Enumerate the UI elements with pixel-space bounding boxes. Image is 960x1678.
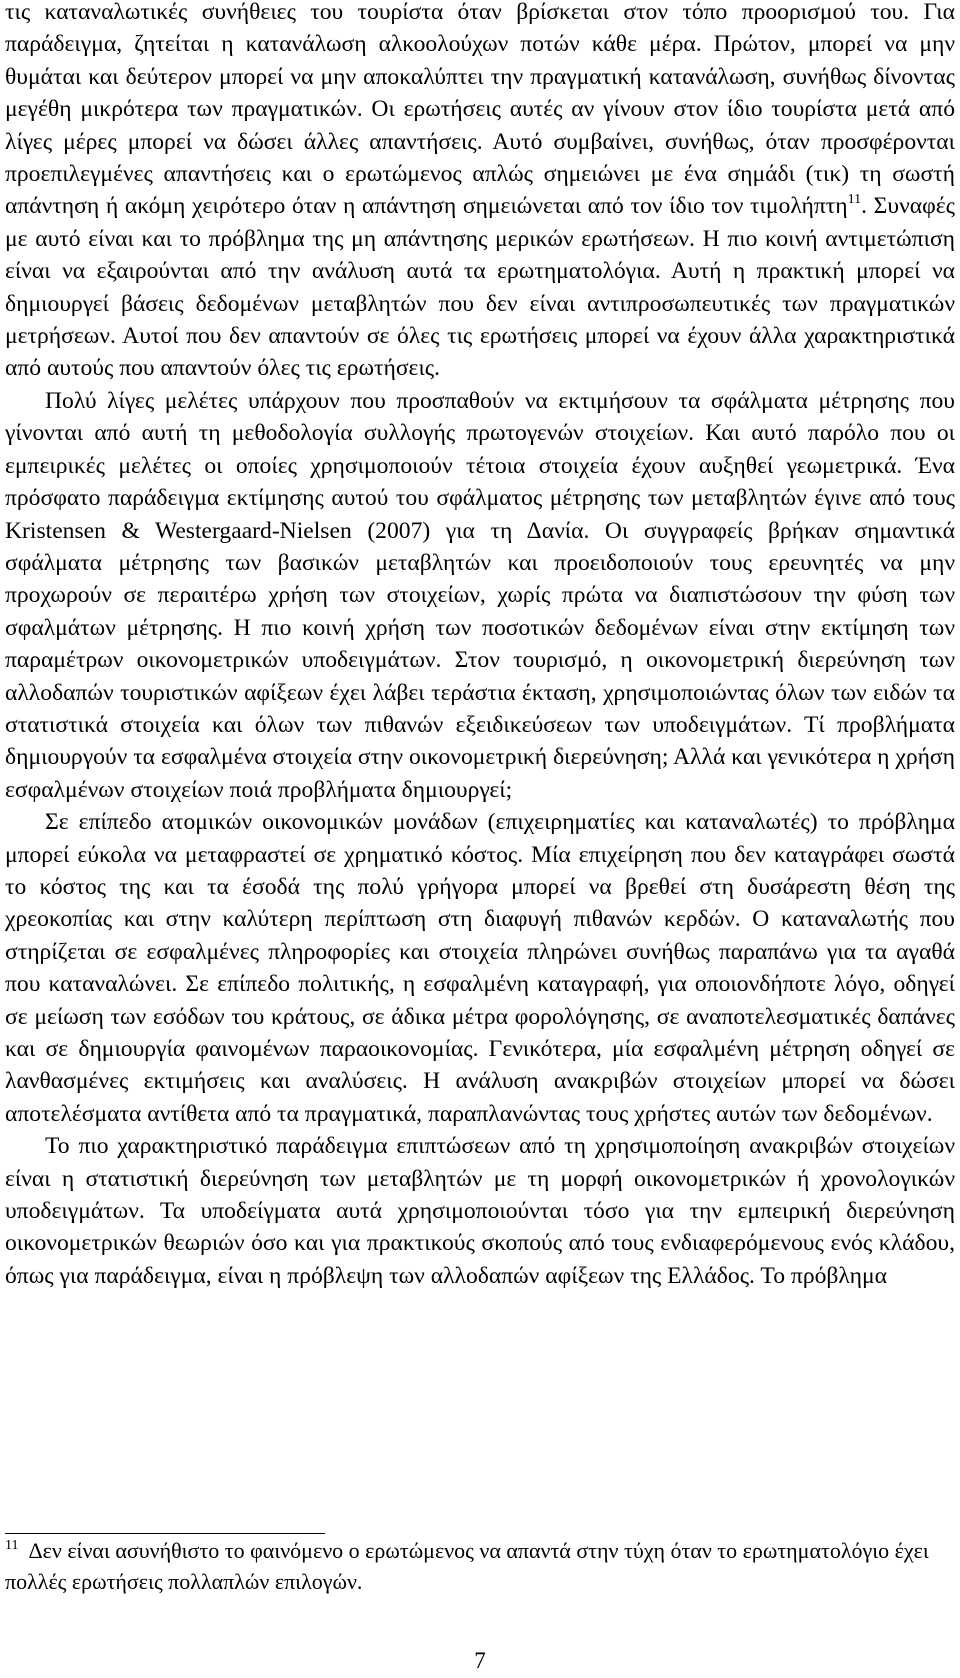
body-text (5, 0, 955, 1292)
footnote-separator (5, 1533, 325, 1534)
paragraph-4 (5, 1130, 955, 1292)
paragraph-4-text: Το πιο χαρακτηριστικό παράδειγμα επιπτώσεων από τη χρησιμοποίηση ανακριβών στοιχείων είναι η στατιστική διερεύνηση των μεταβλητών με τη μορφή οικονομετρικών ή χρονολογικών υποδειγμάτων. Τα υποδείγματα αυτά χρησιμοποιούνται τόσο για την εμπειρική διερεύνηση οικονομετρικών θεωριών όσο και για πρακτικούς σκοπούς από τους ενδιαφερόμενους ενός κλάδου, όπως για παράδειγμα, είναι η πρόβλεψη των αλλοδαπών αφίξεων της Ελλάδος. Το πρόβλημα (5, 1133, 955, 1289)
paragraph-3-text: Σε επίπεδο ατομικών οικονομικών μονάδων (επιχειρηματίες και καταναλωτές) το πρόβλημα μπορεί εύκολα να μεταφραστεί σε χρηματικό κόστος. Μία επιχείρηση που δεν καταγράφει σωστά το κόστος της και τα έσοδά της πολύ γρήγορα μπορεί να βρεθεί στη δυσάρεστη θέση της χρεοκοπίας και στην καλύτερη περίπτωση στη διαφυγή πιθανών κερδών. Ο καταναλωτής που στηρίζεται σε εσφαλμένες πληροφορίες και στοιχεία πληρώνει συνήθως παραπάνω για τα αγαθά που καταναλώνει. Σε επίπεδο πολιτικής, η εσφαλμένη καταγραφή, για οποιονδήποτε λόγο, οδηγεί σε μείωση των εσόδων του κράτους, σε άδικα μέτρα φορολόγησης, σε αναποτελεσματικές δαπάνες και σε δημιουργία φαινομένων παραοικονομίας. Γενικότερα, μία εσφαλμένη μέτρηση οδηγεί σε λανθασμένες εκτιμήσεις και αναλύσεις. Η ανάλυση ανακριβών στοιχείων μπορεί να δώσει αποτελέσματα αντίθετα από τα πραγματικά, παραπλανώντας τους χρήστες αυτών των δεδομένων. (5, 809, 955, 1127)
footnote-marker: 11 (5, 1538, 19, 1553)
page-number: 7 (474, 1648, 486, 1673)
paragraph-1-text-a: τις καταναλωτικές συνήθειες του τουρίστα όταν βρίσκεται στον τόπο προορισμού του. Για παράδειγμα, ζητείται η κατανάλωση αλκοολούχων ποτών κάθε μέρα. Πρώτον, μπορεί να μην θυμάται και δεύτερον μπορεί να μην αποκαλύπτει την πραγματική κατανάλωση, συνήθως δίνοντας μεγέθη μικρότερα των πραγματικών. Οι ερωτήσεις αυτές αν γίνουν στον ίδιο τουρίστα μετά από λίγες μέρες μπορεί να δώσει άλλες απαντήσεις. Αυτό συμβαίνει, συνήθως, όταν προσφέρονται προεπιλεγμένες απαντήσεις και ο ερωτώμενος απλώς σημειώνει με ένα σημάδι (τικ) τη σωστή απάντηση ή ακόμη χειρότερο όταν η απάντηση σημειώνεται από τον ίδιο τον τιμολήπτη (5, 0, 955, 220)
paragraph-1 (5, 0, 955, 385)
paragraph-3 (5, 806, 955, 1130)
paragraph-2-text: Πολύ λίγες μελέτες υπάρχουν που προσπαθούν να εκτιμήσουν τα σφάλματα μέτρησης που γίνονται από αυτή τη μεθοδολογία συλλογής πρωτογενών στοιχείων. Και αυτό παρόλο που οι εμπειρικές μελέτες οι οποίες χρησιμοποιούν τέτοια στοιχεία έχουν αυξηθεί γεωμετρικά. Ένα πρόσφατο παράδειγμα εκτίμησης αυτού του σφάλματος μέτρησης των μεταβλητών έγινε από τους Kristensen & Westergaard-Nielsen (2007) για τη Δανία. Οι συγγραφείς βρήκαν σημαντικά σφάλματα μέτρησης των βασικών μεταβλητών και προειδοποιούν τους ερευνητές να μην προχωρούν σε περαιτέρω χρήση των στοιχείων, χωρίς πρώτα να διαπιστώσουν την φύση των σφαλμάτων μέτρησης. Η πιο κοινή χρήση των ποσοτικών δεδομένων είναι στην εκτίμηση των παραμέτρων οικονομετρικών υποδειγμάτων. Στον τουρισμό, η οικονομετρική διερεύνηση των αλλοδαπών τουριστικών αφίξεων έχει λάβει τεράστια έκταση, χρησιμοποιώντας όλων των ειδών τα στατιστικά στοιχεία και όλων των πιθανών εξειδικεύσεων των υποδειγμάτων. Τί προβλήματα δημιουργούν τα εσφαλμένα στοιχεία στην οικονομετρική διερεύνηση; Αλλά και γενικότερα η χρήση εσφαλμένων στοιχείων ποιά προβλήματα δημιουργεί; (5, 387, 955, 803)
footnote (5, 1535, 955, 1597)
paragraph-2 (5, 385, 955, 806)
footnote-text: Δεν είναι ασυνήθιστο το φαινόμενο ο ερωτώμενος να απαντά στην τύχη όταν το ερωτηματολόγιο έχει πολλές ερωτήσεις πολλαπλών επιλογών. (5, 1538, 929, 1594)
footnote-reference-11: 11 (847, 192, 862, 208)
footnote-11 (5, 1535, 955, 1597)
paragraph-1-text-b: . Συναφές με αυτό είναι και το πρόβλημα της μη απάντησης μερικών ερωτήσεων. Η πιο κοινή αντιμετώπιση είναι να εξαιρούνται από την ανάλυση αυτά τα ερωτηματολόγια. Αυτή η πρακτική μπορεί να δημιουργεί βάσεις δεδομένων μεταβλητών που δεν είναι αντιπροσωπευτικές των πραγματικών μετρήσεων. Αυτοί που δεν απαντούν σε όλες τις ερωτήσεις μπορεί να έχουν άλλα χαρακτηριστικά από αυτούς που απαντούν όλες τις ερωτήσεις. (5, 193, 955, 382)
